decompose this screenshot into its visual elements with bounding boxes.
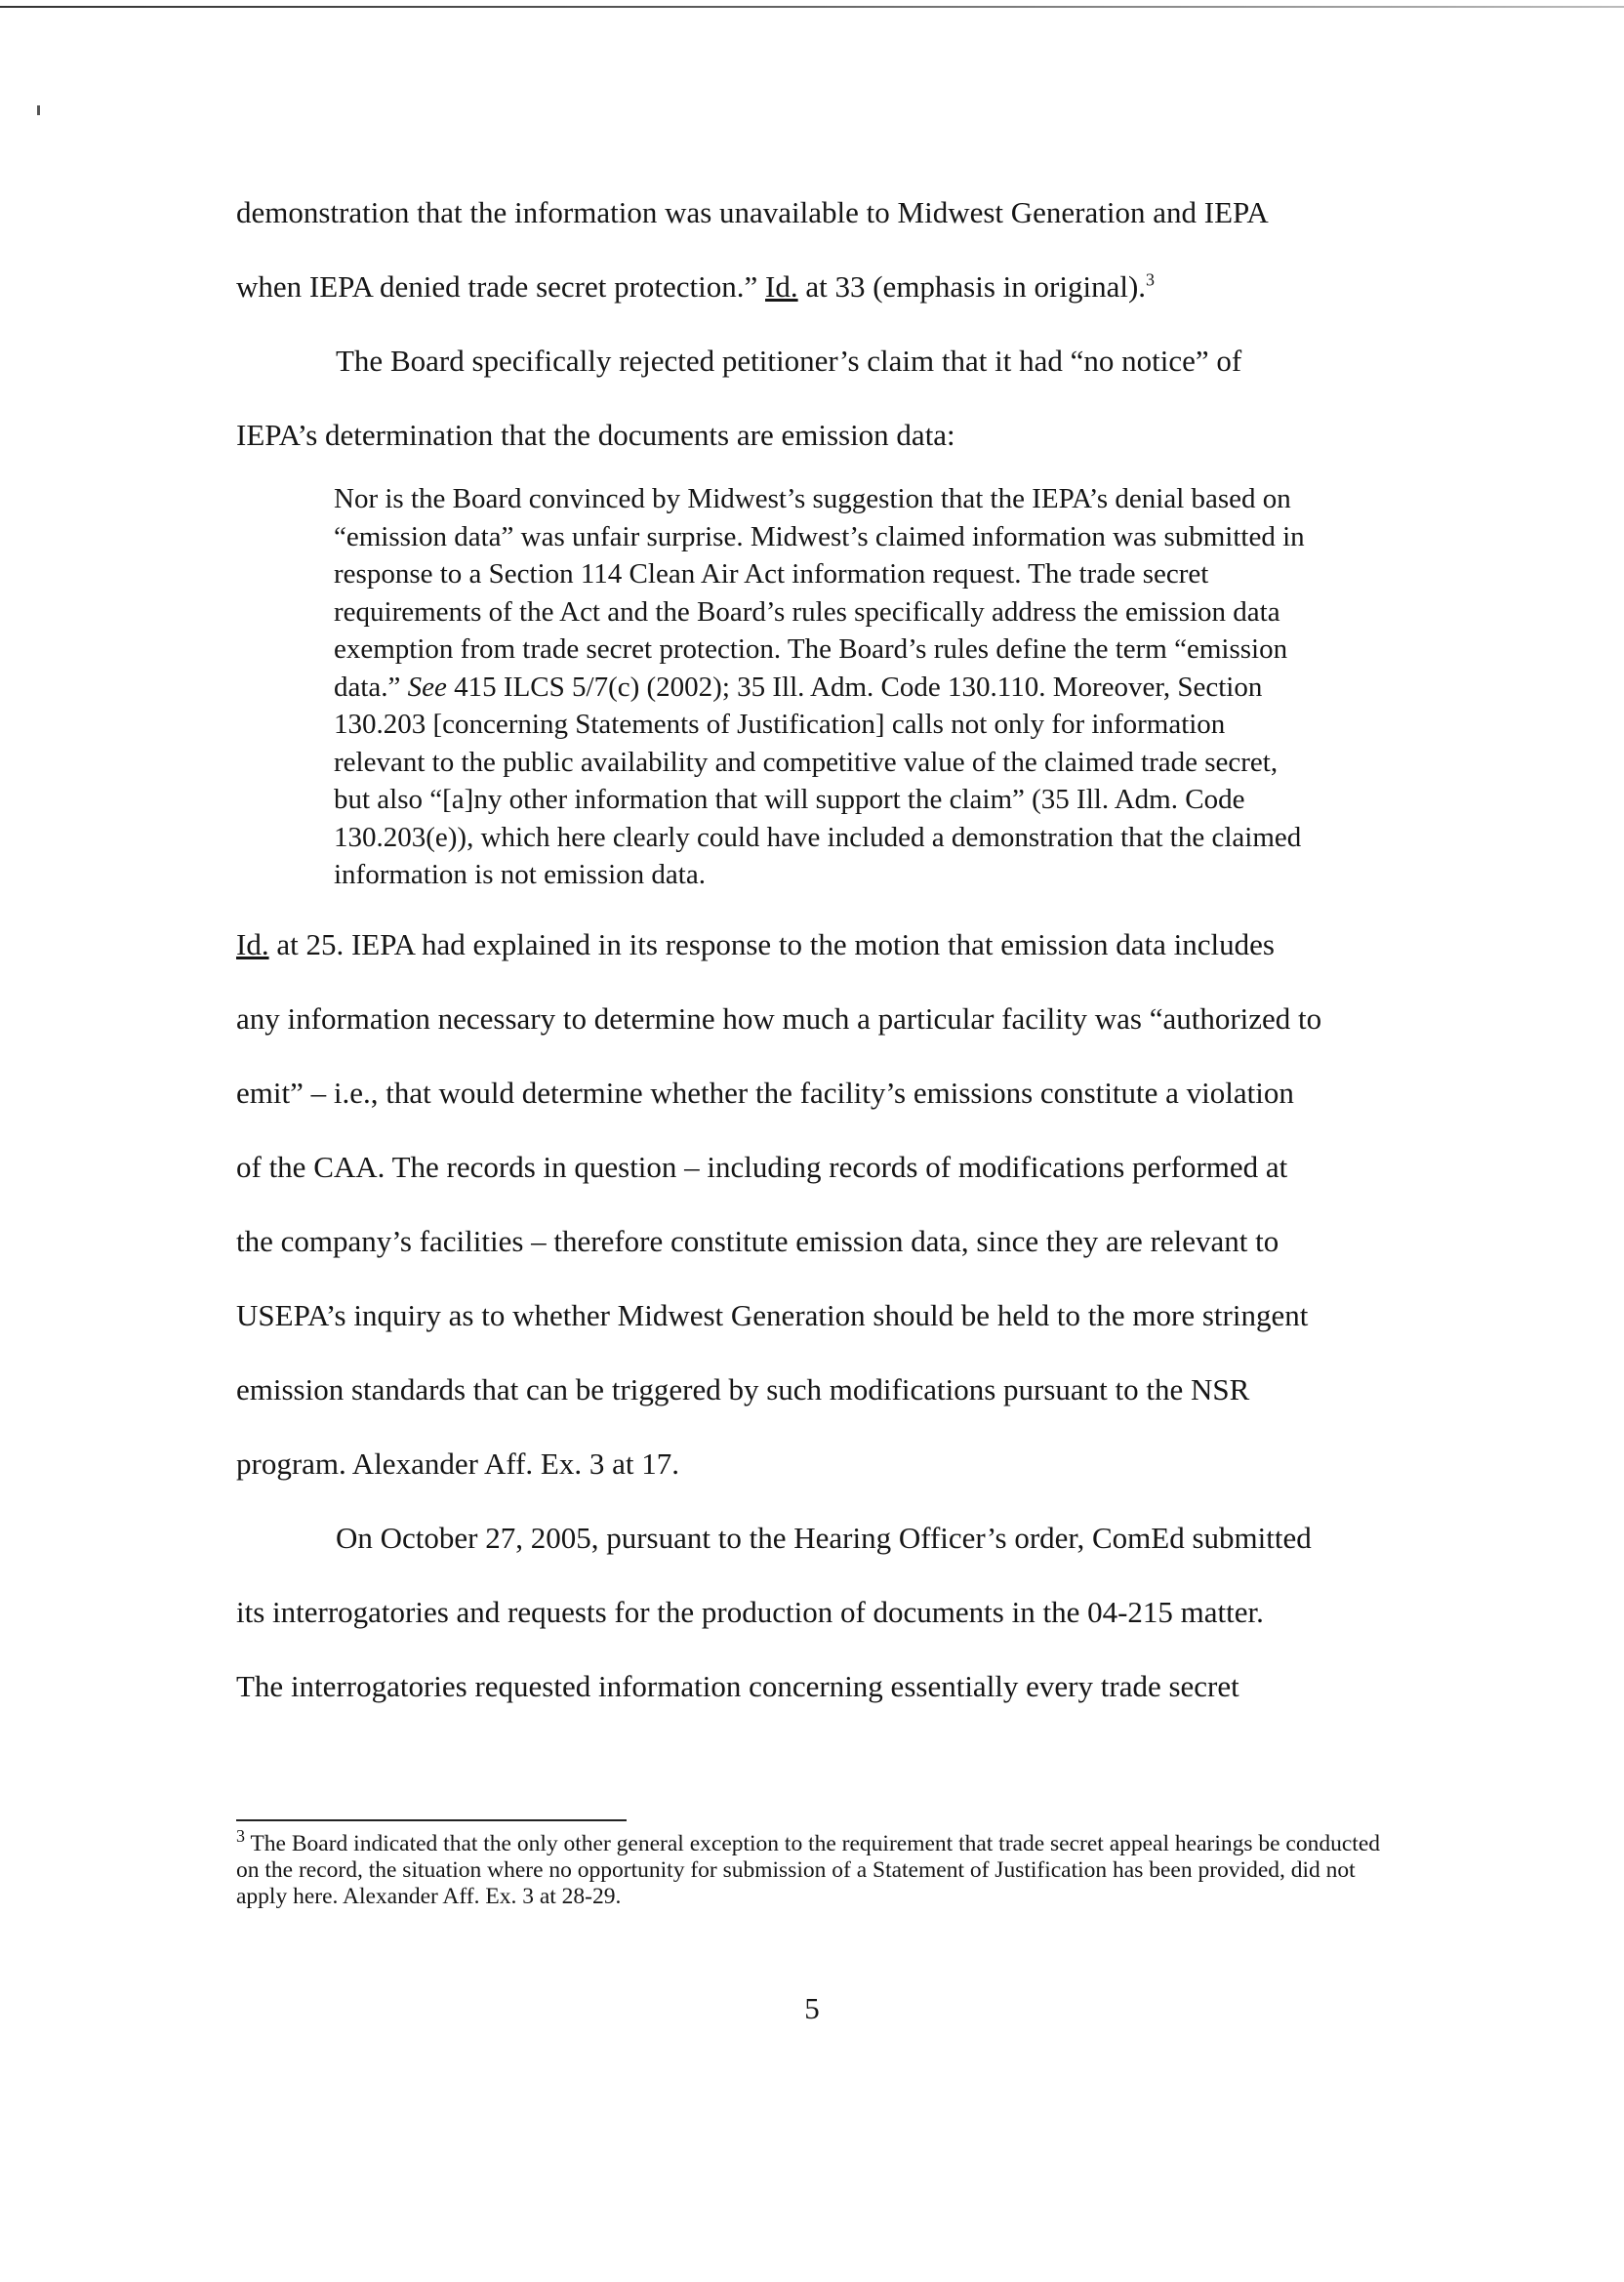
paragraph-3-line-8: program. Alexander Aff. Ex. 3 at 17.: [236, 1446, 679, 1481]
paragraph-3-line-3: emit” – i.e., that would determine whether the facility’s emissions constitute a violation: [236, 1075, 1294, 1110]
document-body: [236, 176, 1407, 1724]
paragraph-3-line-2: any information necessary to determine how much a particular facility was “authorized to: [236, 1000, 1322, 1036]
paragraph-2-line-2: IEPA’s determination that the documents are emission data:: [236, 418, 955, 452]
paragraph-1-line-1: demonstration that the information was unavailable to Midwest Generation and IEPA: [236, 195, 1269, 229]
block-quote: [334, 480, 1320, 894]
footnote-text: [236, 1826, 1407, 1910]
paragraph-3-line-7: emission standards that can be triggered by such modifications pursuant to the NSR: [236, 1371, 1250, 1406]
paragraph-3-line-1: [236, 908, 1407, 982]
footnote-marker: 3: [236, 1826, 245, 1847]
paragraph-3-line-4: of the CAA. The records in question – including records of modifications performed at: [236, 1149, 1288, 1184]
paragraph-2-line-1: The Board specifically rejected petitioner’s claim that it had “no notice” of: [336, 344, 1242, 378]
paragraph-4-line-3: The interrogatories requested information concerning essentially every trade secret: [236, 1668, 1239, 1703]
id-citation: Id.: [236, 926, 269, 961]
id-citation: Id.: [765, 269, 798, 304]
scan-speck: [37, 105, 40, 115]
footnote-reference: 3: [1146, 269, 1156, 290]
scan-top-rule: [0, 6, 1624, 8]
paragraph-4-line-1: On October 27, 2005, pursuant to the Hearing Officer’s order, ComEd submitted: [336, 1520, 1312, 1555]
paragraph-3-line-6: USEPA’s inquiry as to whether Midwest Generation should be held to the more stringent: [236, 1297, 1309, 1332]
paragraph-4-line-2: its interrogatories and requests for the production of documents in the 04-215 matter.: [236, 1594, 1264, 1629]
footnote-body: The Board indicated that the only other general exception to the requirement that trade secret appeal hearings be conducted on the record, the situation where no opportunity for submission of a Statement of Justification has been provided, did not apply here. Alexander Aff. Ex. 3 at 28-29.: [236, 1831, 1380, 1909]
block-quote-text: [334, 480, 1320, 894]
paragraph-1-line-2-rest: at 33 (emphasis in original).: [797, 269, 1147, 304]
paragraph-3-line-5: the company’s facilities – therefore constitute emission data, since they are relevant to: [236, 1223, 1279, 1258]
block-quote-text-before: Nor is the Board convinced by Midwest’s suggestion that the IEPA’s denial based on “emission data” was unfair surprise. Midwest’s claimed information was submitted in response to a Section 114 Clean Air Act information request. The trade secret requirements of the Act and the Board’s rules specifically address the emission data exemption from trade secret protection. The Board’s rules define the term “emission data.”: [334, 483, 1305, 703]
paragraph-1-line-2-text: when IEPA denied trade secret protection.”: [236, 269, 766, 304]
paragraph-3-line-1-rest: at 25. IEPA had explained in its response to the motion that emission data includes: [268, 926, 1275, 961]
footnote: [236, 1826, 1407, 1910]
see-signal: See: [407, 671, 447, 703]
page-number: 5: [804, 1991, 820, 2025]
block-quote-text-after: 415 ILCS 5/7(c) (2002); 35 Ill. Adm. Code 130.110. Moreover, Section 130.203 [concerning Statements of Justification] calls not only for information relevant to the public availability and competitive value of the claimed trade secret, but also “[a]ny other information that will support the claim” (35 Ill. Adm. Code 130.203(e)), which here clearly could have included a demonstration that the claimed information is not emission data.: [334, 671, 1302, 890]
footnote-separator: [236, 1819, 627, 1821]
paragraph-1-line-2: [236, 250, 1407, 324]
